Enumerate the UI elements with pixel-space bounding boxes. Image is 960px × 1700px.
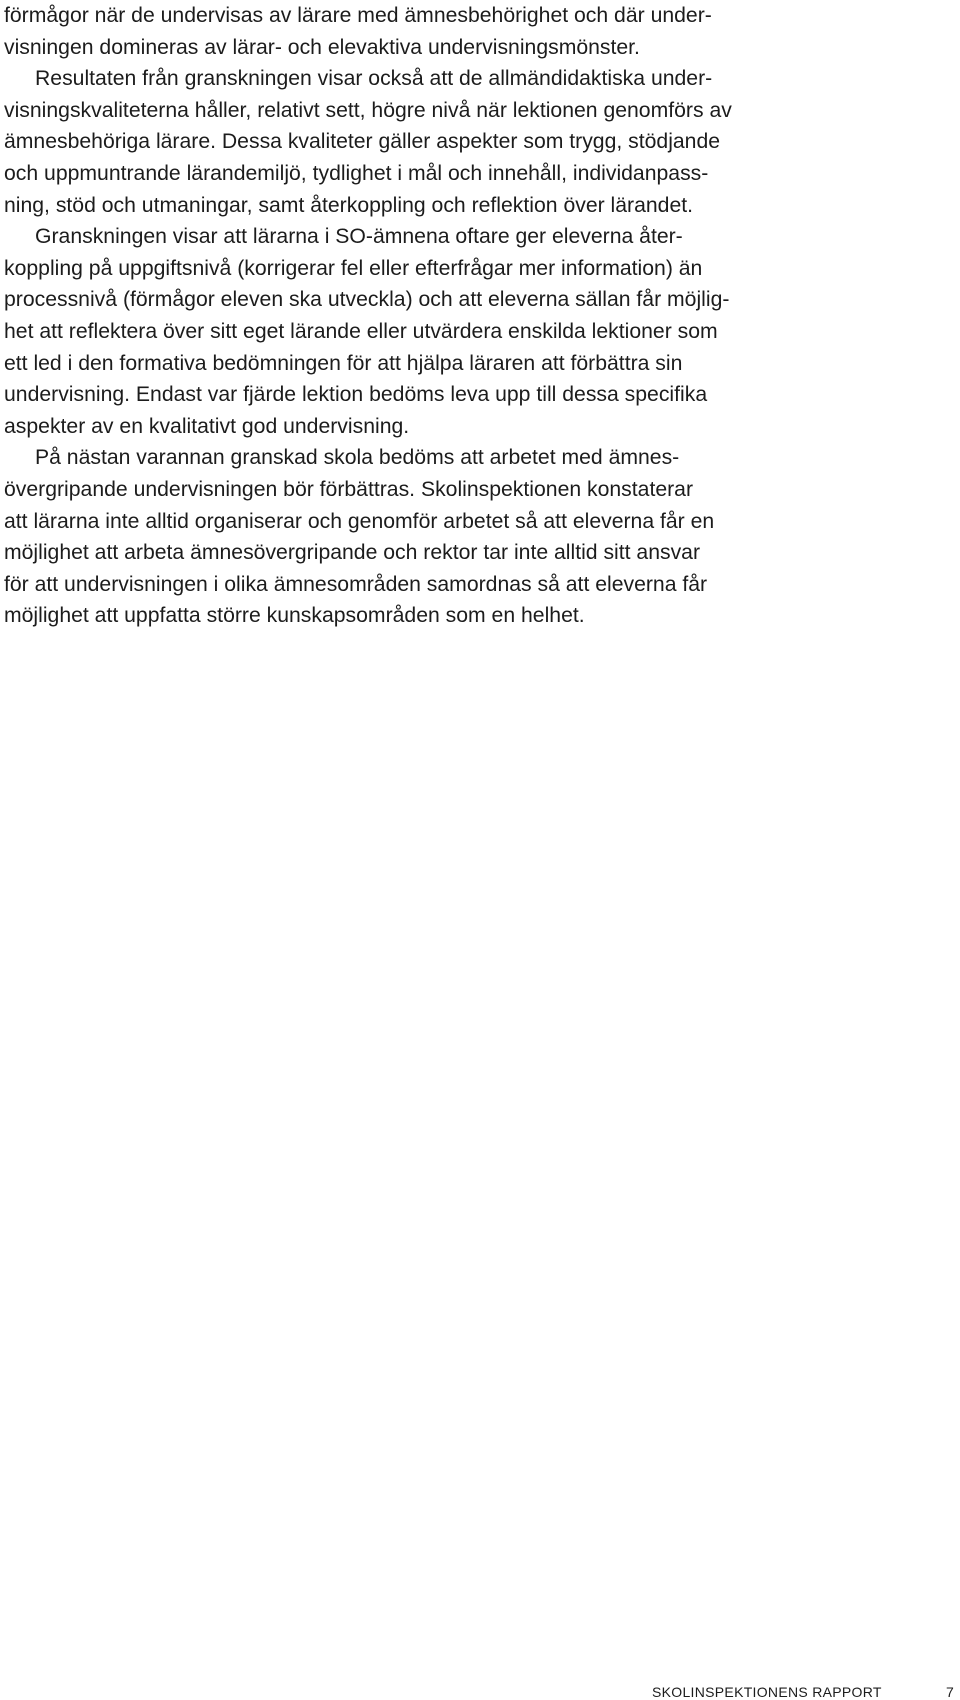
body-text [4, 0, 810, 632]
text-line: möjlighet att uppfatta större kunskapsområden som en helhet. [4, 604, 585, 628]
footer-report-title: SKOLINSPEKTIONENS RAPPORT [652, 1684, 882, 1700]
text-line: och uppmuntrande lärandemiljö, tydlighet i mål och innehåll, individanpass- [4, 161, 709, 185]
text-line: het att reflektera över sitt eget lärande eller utvärdera enskilda lektioner som [4, 319, 718, 343]
paragraph [4, 63, 810, 221]
text-line: visningen domineras av lärar- och elevaktiva undervisningsmönster. [4, 35, 640, 59]
text-line: ämnesbehöriga lärare. Dessa kvaliteter gäller aspekter som trygg, stödjande [4, 130, 721, 154]
text-line: ett led i den formativa bedömningen för att hjälpa läraren att förbättra sin [4, 351, 683, 375]
text-line: processnivå (förmågor eleven ska utveckla) och att eleverna sällan får möjlig- [4, 288, 730, 312]
text-line: aspekter av en kvalitativt god undervisning. [4, 414, 410, 438]
page-number: 7 [946, 1684, 954, 1700]
text-line: övergripande undervisningen bör förbättras. Skolinspektionen konstaterar [4, 477, 694, 501]
text-line: förmågor när de undervisas av lärare med ämnesbehörighet och där under- [4, 4, 712, 27]
text-line: visningskvaliteterna håller, relativt sett, högre nivå när lektionen genomförs av [4, 98, 732, 122]
text-line: Granskningen visar att lärarna i SO-ämnena oftare ger eleverna åter- [35, 225, 683, 249]
text-line: för att undervisningen i olika ämnesområden samordnas så att eleverna får [4, 572, 708, 596]
text-line: undervisning. Endast var fjärde lektion bedöms leva upp till dessa specifika [4, 383, 708, 407]
paragraph [4, 221, 810, 442]
text-line: möjlighet att arbeta ämnesövergripande och rektor tar inte alltid sitt ansvar [4, 541, 701, 565]
paragraph [4, 0, 810, 63]
text-line: Resultaten från granskningen visar också att de allmändidaktiska under- [35, 67, 713, 91]
paragraph [4, 442, 810, 632]
text-line: att lärarna inte alltid organiserar och genomför arbetet så att eleverna får en [4, 509, 715, 533]
text-line: På nästan varannan granskad skola bedöms att arbetet med ämnes- [35, 446, 680, 470]
text-line: koppling på uppgiftsnivå (korrigerar fel eller efterfrågar mer information) än [4, 256, 703, 280]
text-line: ning, stöd och utmaningar, samt återkoppling och reflektion över lärandet. [4, 193, 693, 217]
